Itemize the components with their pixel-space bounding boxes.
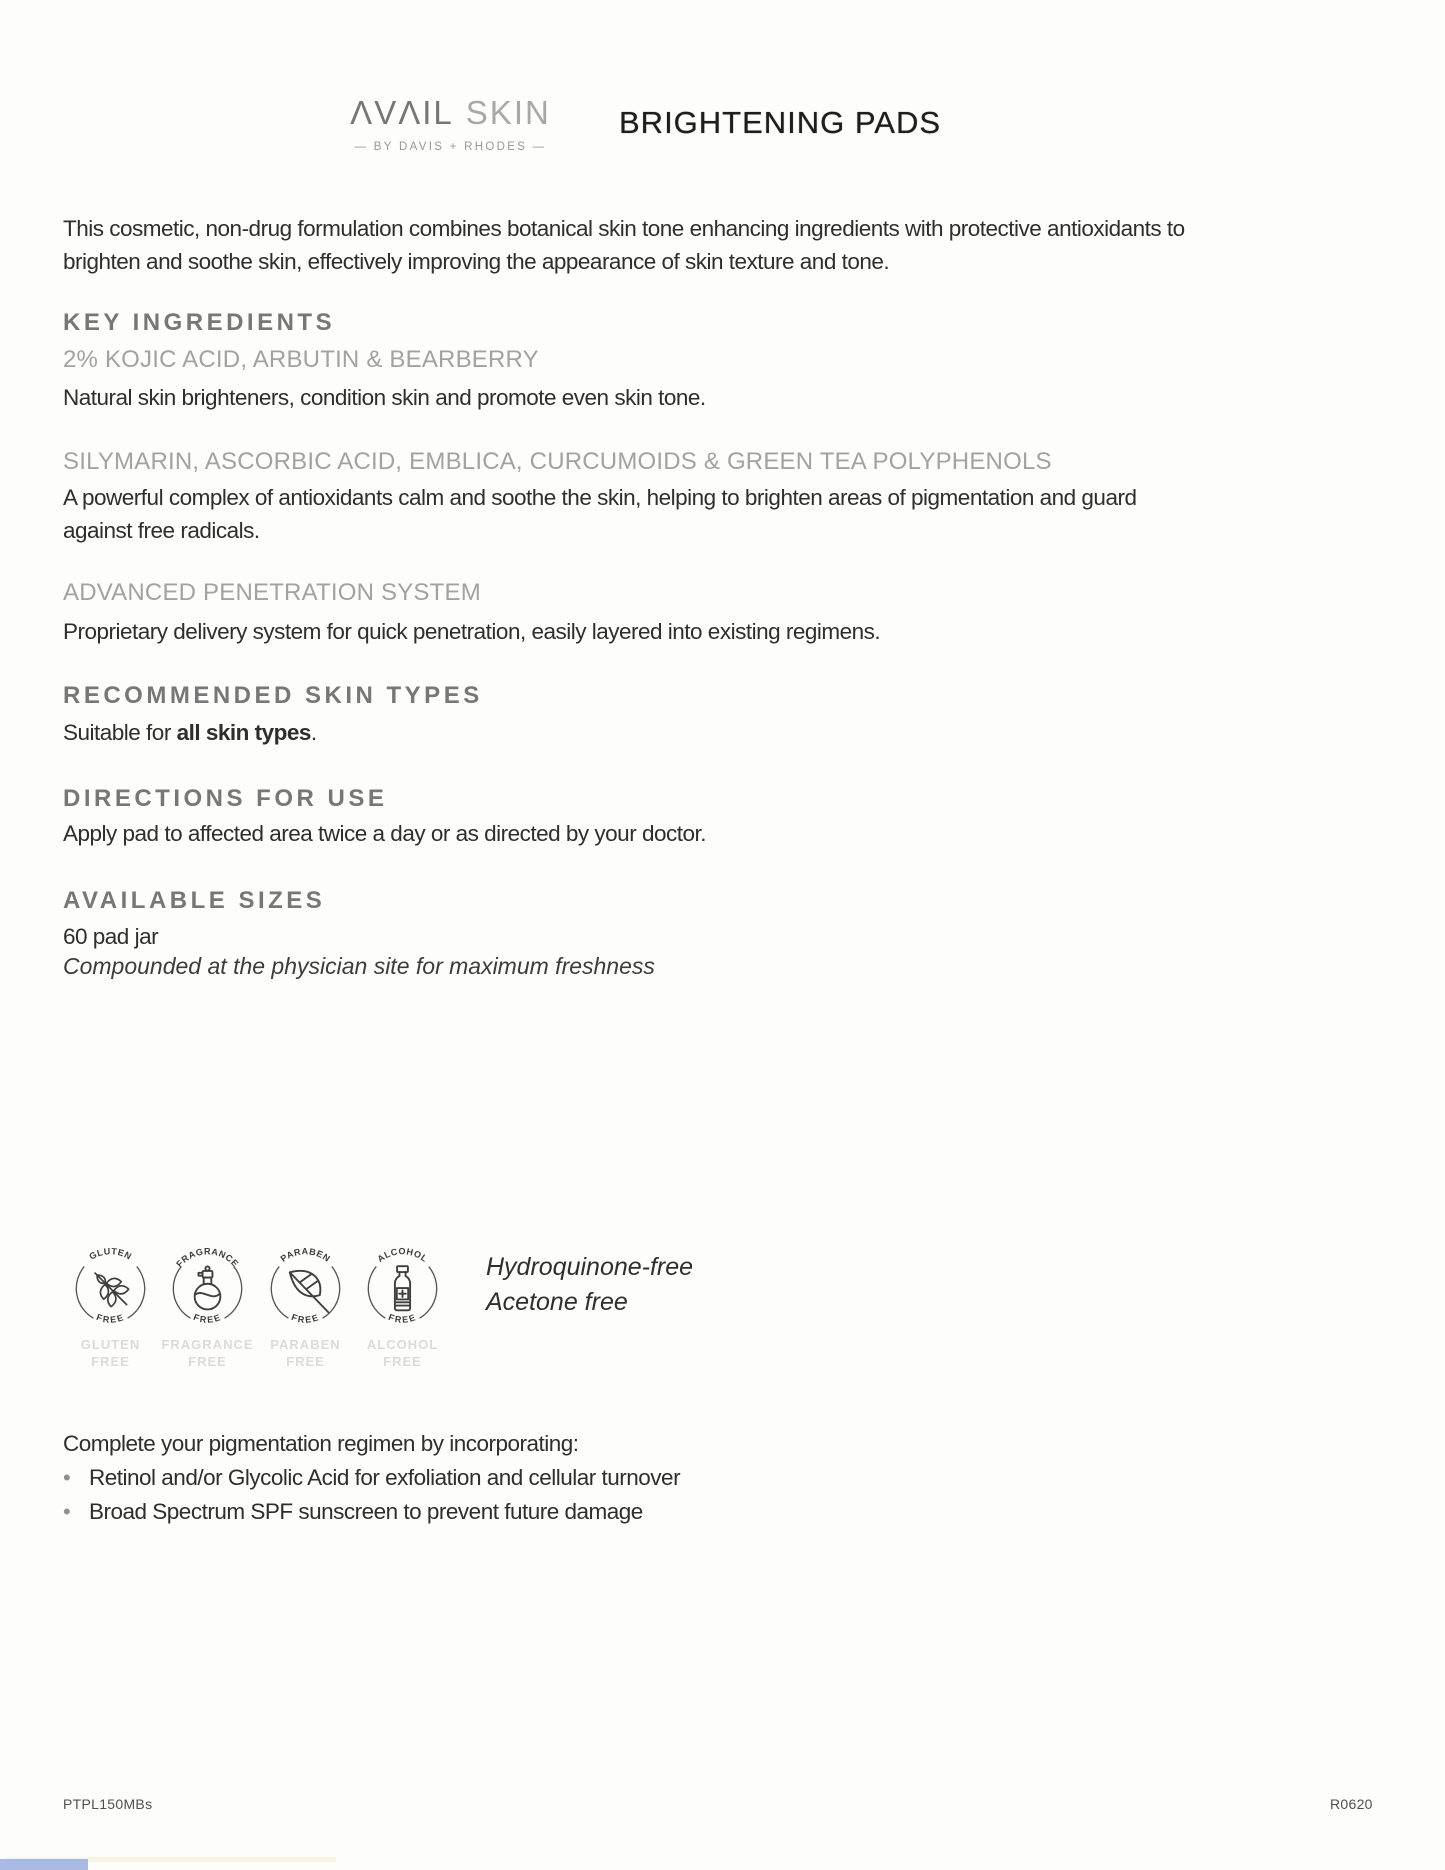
badge-arc-top-label: FRAGRANCE <box>174 1246 241 1270</box>
ingredient-description-kojic: Natural skin brighteners, condition skin and promote even skin tone. <box>63 385 706 410</box>
brand-name-skin: SKIN <box>465 94 551 131</box>
claim-hydroquinone-free: Hydroquinone-free <box>486 1253 694 1281</box>
bottle-cross-icon <box>395 1266 410 1310</box>
page-title: BRIGHTENING PADS <box>619 105 942 140</box>
ghost-caption-paraben <box>258 1336 353 1370</box>
regimen-bullet-spf <box>63 1495 643 1528</box>
svg-text:PARABEN <box>279 1246 333 1264</box>
recommended-text-prefix: Suitable for <box>63 720 177 745</box>
gluten-free-badge <box>63 1241 158 1336</box>
scan-artifact-blue-mark <box>0 1859 88 1870</box>
brand-logo-wordmark <box>348 94 553 132</box>
brand-byline: — BY DAVIS + RHODES — <box>354 141 547 153</box>
svg-text:FREE <box>387 1312 418 1325</box>
ingredient-description-advanced-penetration: Proprietary delivery system for quick penetration, easily layered into existing regimens. <box>63 619 881 644</box>
regimen-bullet-retinol <box>63 1461 680 1494</box>
svg-text:FREE <box>290 1312 321 1325</box>
fragrance-free-badge <box>160 1241 255 1336</box>
svg-text:FREE <box>95 1312 126 1325</box>
badge-arc-top-label: PARABEN <box>278 1246 333 1264</box>
svg-text:GLUTEN <box>88 1246 134 1262</box>
ghost-caption-line2: FREE <box>188 1354 227 1369</box>
badge-arc-top-label: GLUTEN <box>87 1246 134 1262</box>
intro-paragraph: This cosmetic, non-drug formulation combines botanical skin tone enhancing ingredients with protective antioxidants to brighten and soothe skin, effectively improving the appearance of skin texture and tone. <box>63 216 1185 274</box>
perfume-bottle-icon <box>195 1266 221 1309</box>
svg-text:FREE <box>192 1312 223 1325</box>
brand-logo <box>348 94 553 153</box>
badge-arc-bottom-label: FREE <box>387 1311 418 1325</box>
alcohol-free-badge <box>355 1241 450 1336</box>
bullet-icon: • <box>63 1465 71 1490</box>
bullet-text: Retinol and/or Glycolic Acid for exfoliation and cellular turnover <box>89 1465 681 1490</box>
recommended-text-bold: all skin types <box>176 720 311 745</box>
ghost-caption-line2: FREE <box>91 1354 130 1369</box>
brand-name-avail: ΛVΛIL <box>350 94 454 131</box>
ingredient-name-advanced-penetration: ADVANCED PENETRATION SYSTEM <box>63 579 481 606</box>
recommended-skin-types-text <box>63 716 1198 749</box>
footer-revision-code: R0620 <box>1330 1796 1373 1812</box>
free-claims <box>486 1250 693 1320</box>
section-heading-directions: DIRECTIONS FOR USE <box>63 785 388 812</box>
ghost-caption-line1: GLUTEN <box>80 1337 141 1352</box>
badge-arc-bottom-label: FREE <box>290 1311 321 1325</box>
regimen-intro: Complete your pigmentation regimen by incorporating: <box>63 1431 579 1456</box>
badge-arc-bottom-label: FREE <box>192 1311 223 1325</box>
ghost-caption-line1: FRAGRANCE <box>161 1337 254 1352</box>
ingredient-name-silymarin: SILYMARIN, ASCORBIC ACID, EMBLICA, CURCUMOIDS & GREEN TEA POLYPHENOLS <box>63 448 1052 475</box>
section-heading-key-ingredients: KEY INGREDIENTS <box>63 309 336 336</box>
paraben-free-badge <box>258 1241 353 1336</box>
bullet-icon: • <box>63 1499 71 1524</box>
badge-arc-bottom-label: FREE <box>95 1311 126 1325</box>
ghost-caption-line2: FREE <box>383 1354 422 1369</box>
badge-arc-top-label: ALCOHOL <box>375 1246 430 1265</box>
ghost-caption-line2: FREE <box>286 1354 325 1369</box>
leaf-icon <box>290 1271 328 1312</box>
ghost-caption-line1: ALCOHOL <box>366 1337 439 1352</box>
directions-text: Apply pad to affected area twice a day or as directed by your doctor. <box>63 821 706 846</box>
ghost-caption-line1: PARABEN <box>270 1337 341 1352</box>
footer-product-code: PTPL150MBs <box>63 1796 153 1812</box>
claim-acetone-free: Acetone free <box>486 1288 628 1316</box>
svg-text:ALCOHOL <box>375 1246 429 1264</box>
compounding-note: Compounded at the physician site for maximum freshness <box>63 953 655 979</box>
section-heading-recommended-skin-types: RECOMMENDED SKIN TYPES <box>63 682 483 709</box>
wheat-icon <box>86 1264 135 1313</box>
bullet-text: Broad Spectrum SPF sunscreen to prevent future damage <box>89 1499 643 1524</box>
ingredient-description-silymarin: A powerful complex of antioxidants calm and soothe the skin, helping to brighten areas of pigmentation and guard against free radicals. <box>63 485 1137 543</box>
ingredient-name-kojic: 2% KOJIC ACID, ARBUTIN & BEARBERRY <box>63 346 539 373</box>
available-size-text: 60 pad jar <box>63 924 159 949</box>
ghost-caption-alcohol <box>355 1336 450 1370</box>
ghost-caption-gluten <box>63 1336 158 1370</box>
ghost-caption-fragrance <box>160 1336 255 1370</box>
section-heading-available-sizes: AVAILABLE SIZES <box>63 887 326 914</box>
recommended-text-suffix: . <box>310 720 317 745</box>
